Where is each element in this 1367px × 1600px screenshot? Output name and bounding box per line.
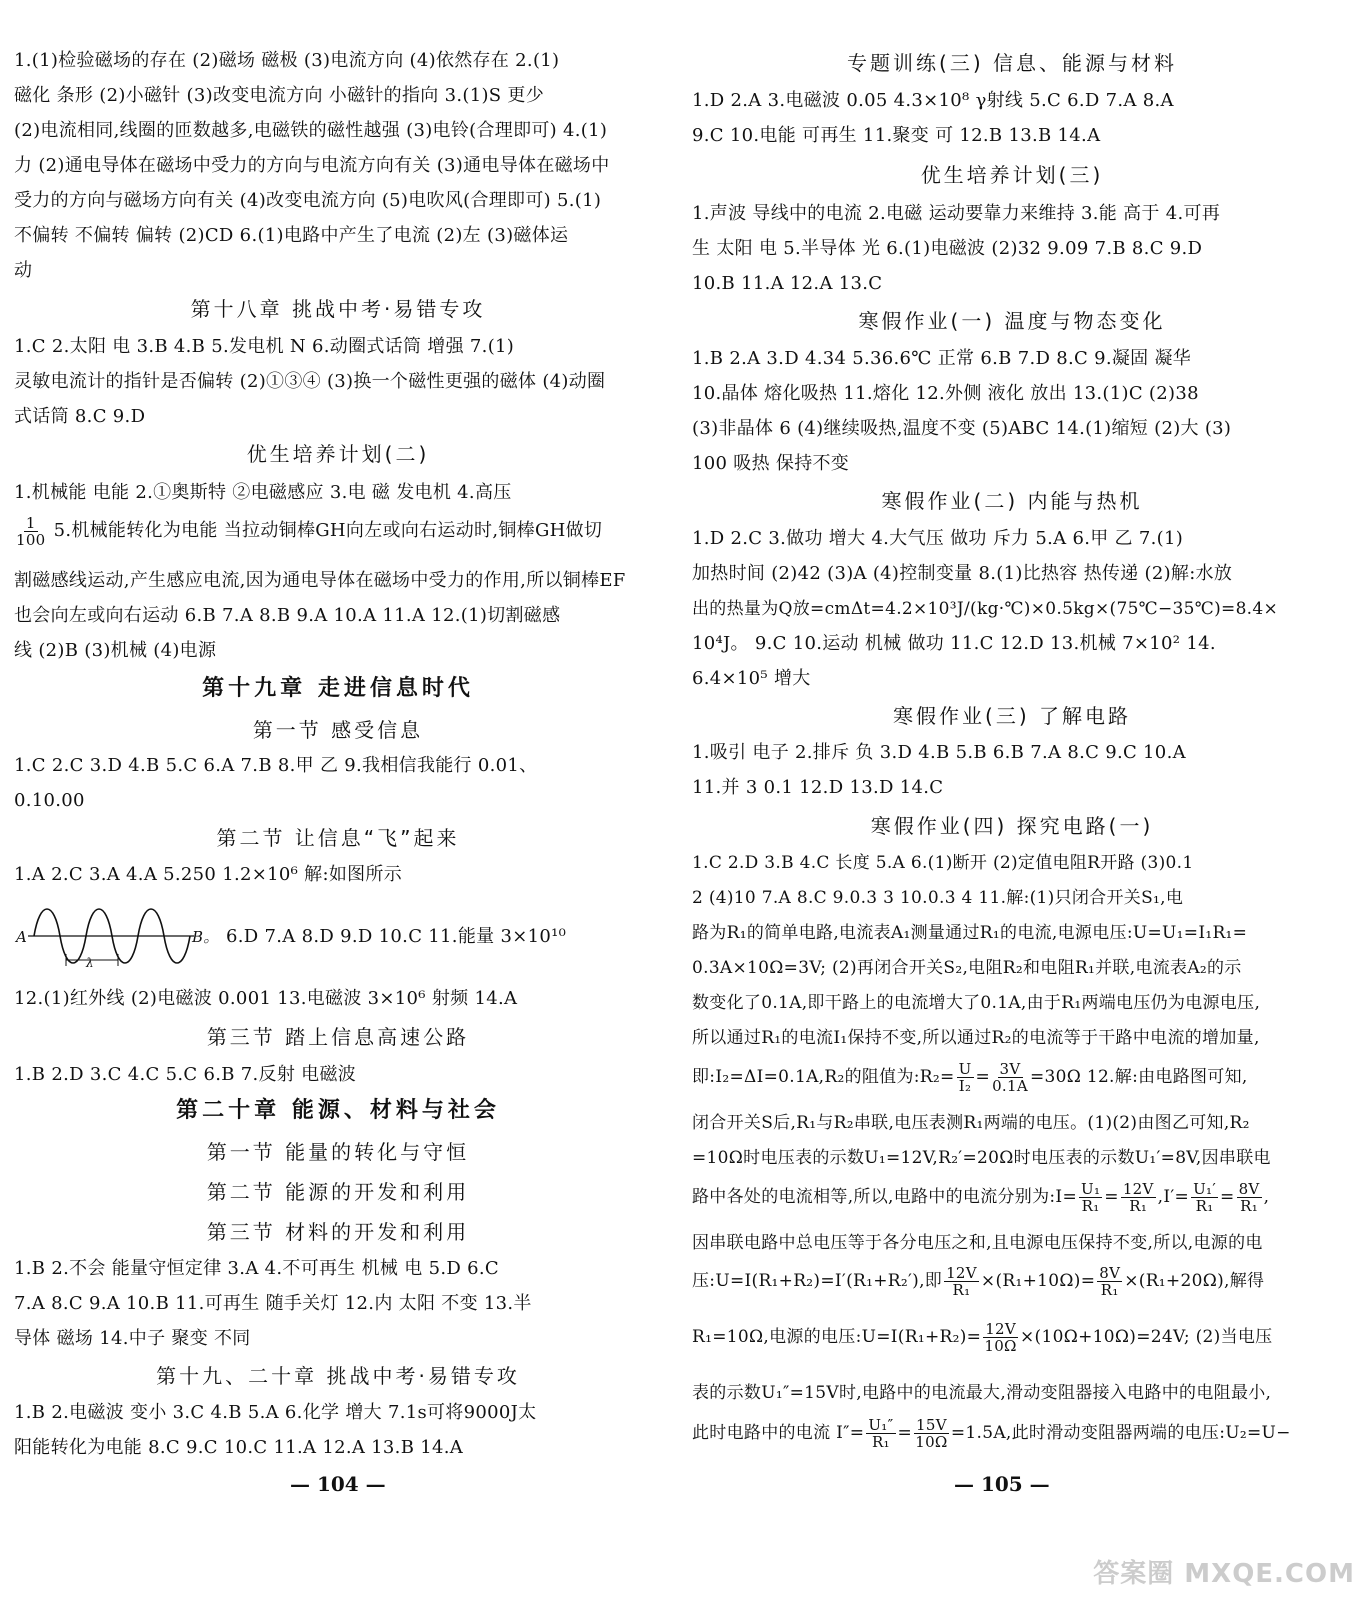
zhuanti3-line-1: 1.D 2.A 3.电磁波 0.05 4.3×10⁸ γ射线 5.C 6.D 7.A 8.A	[692, 90, 1174, 111]
fraction-15v-over-10ohm: $\frac{15V}{10\Omega}$	[915, 1416, 948, 1451]
ch19-sec1-line-1: 1.C 2.C 3.D 4.B 5.C 6.A 7.B 8.甲 乙 9.我相信我能行 0.01、	[14, 755, 538, 776]
hanjia1-line-3: (3)非晶体 6 (4)继续吸热,温度不变 (5)ABC 14.(1)缩短 (2)大 (3)	[692, 418, 1232, 439]
ch19-sec2-wave-row	[14, 898, 662, 978]
hanjia1-line-1: 1.B 2.A 3.D 4.34 5.36.6℃ 正常 6.B 7.D 8.C 9.凝固 凝华	[692, 348, 1192, 369]
ch19-heading: 第十九章 走进信息时代	[202, 676, 474, 701]
ch1920-heading: 第十九、二十章 挑战中考·易错专攻	[156, 1364, 520, 1388]
you2-line-4: 也会向左或向右运动 6.B 7.A 8.B 9.A 10.A 11.A 12.(1)切割磁感	[14, 605, 561, 626]
fraction-12v-over-r1: $\frac{12V}{\text{R₁}}$	[1122, 1180, 1154, 1215]
ch20-line-3: 导体 磁场 14.中子 聚变 不同	[14, 1328, 251, 1349]
hanjia1-line-4: 100 吸热 保持不变	[692, 453, 850, 474]
ch18-answer-line-1: 1.C 2.太阳 电 3.B 4.B 5.发电机 N 6.动圈式话筒 增强 7.(1)	[14, 336, 515, 357]
fraction-u1pp-over-r1: $\frac{\text{U₁″}}{\text{R₁}}$	[868, 1416, 894, 1451]
hanjia2-line-3: 出的热量为Q放=cmΔt=4.2×10³J/(kg·℃)×0.5kg×(75℃−35℃)=8.4×	[692, 599, 1279, 619]
hanjia3-line-2: 11.并 3 0.1 12.D 13.D 14.C	[692, 777, 944, 798]
fraction-8v-over-r1: $\frac{8V}{\text{R₁}}$	[1238, 1180, 1260, 1215]
you3-heading: 优生培养计划(三)	[920, 163, 1104, 187]
hanjia4-line-10: 表的示数U₁″=15V时,电路中的电流最大,滑动变阻器接入电路中的电阻最小,	[692, 1383, 1272, 1403]
ch19-sec2-heading: 第二节 让信息“飞”起来	[216, 826, 460, 850]
watermark: 答案圈 MXQE.COM	[1093, 1559, 1355, 1589]
hanjia4-line-8: =10Ω时电压表的示数U₁=12V,R₂′=20Ω时电压表的示数U₁′=8V,因串联电	[692, 1148, 1271, 1168]
hanjia4-eq-line-3: 压:U=I(R₁+R₂)=I′(R₁+R₂′),即 $\frac{12V}{\text{R₁}}$ ×(R₁+10Ω)= $\frac{8V}{\text{R₁}}$ ×(R₁+20Ω),解得	[692, 1264, 1265, 1299]
fraction-8v-over-r1-b: $\frac{8V}{\text{R₁}}$	[1099, 1264, 1121, 1299]
zhuanti3-heading: 专题训练(三) 信息、能源与材料	[847, 51, 1177, 75]
hanjia4-line-5: 数变化了0.1A,即干路上的电流增大了0.1A,由于R₁两端电压仍为电源电压,	[692, 993, 1261, 1013]
hanjia2-line-5: 6.4×10⁵ 增大	[692, 668, 811, 689]
fraction-3v-over-01a: $\frac{3V}{0.1A}$	[992, 1060, 1028, 1095]
hanjia4-line-4: 0.3A×10Ω=3V; (2)再闭合开关S₂,电阻R₂和电阻R₁并联,电流表A₂的示	[692, 958, 1242, 978]
ch17-answer-line-5: 受力的方向与磁场方向有关 (4)改变电流方向 (5)电吹风(合理即可) 5.(1)	[14, 190, 602, 211]
ch20-sec2-heading: 第二节 能源的开发和利用	[206, 1180, 470, 1204]
page-number-left: — 104 —	[290, 1472, 386, 1496]
ch20-sec3-heading: 第三节 材料的开发和利用	[206, 1220, 470, 1244]
ch19-sec3-heading: 第三节 踏上信息高速公路	[206, 1025, 470, 1049]
ch18-answer-line-3: 式话筒 8.C 9.D	[14, 406, 146, 427]
hanjia4-line-1: 1.C 2.D 3.B 4.C 长度 5.A 6.(1)断开 (2)定值电阻R开路 (3)0.1	[692, 853, 1194, 873]
hanjia1-heading: 寒假作业(一) 温度与物态变化	[858, 309, 1166, 333]
ch17-answer-line-2: 磁化 条形 (2)小磁针 (3)改变电流方向 小磁针的指向 3.(1)S 更少	[14, 85, 545, 106]
hanjia3-line-1: 1.吸引 电子 2.排斥 负 3.D 4.B 5.B 6.B 7.A 8.C 9.C 10.A	[692, 742, 1186, 763]
ch18-heading: 第十八章 挑战中考·易错专攻	[190, 297, 486, 321]
hanjia4-line-2: 2 (4)10 7.A 8.C 9.0.3 3 10.0.3 4 11.解:(1)只闭合开关S₁,电	[692, 888, 1184, 908]
wave-label-lambda: λ	[86, 956, 94, 970]
hanjia2-line-4: 10⁴J。 9.C 10.运动 机械 做功 11.C 12.D 13.机械 7×10² 14.	[692, 633, 1216, 654]
hanjia3-heading: 寒假作业(三) 了解电路	[893, 704, 1131, 728]
hanjia2-heading: 寒假作业(二) 内能与热机	[881, 489, 1143, 513]
hanjia2-line-2: 加热时间 (2)42 (3)A (4)控制变量 8.(1)比热容 热传递 (2)解:水放	[692, 563, 1233, 584]
you3-line-2: 生 太阳 电 5.半导体 光 6.(1)电磁波 (2)32 9.09 7.B 8.C 9.D	[692, 238, 1203, 259]
ch19-sec2-line-3: 12.(1)红外线 (2)电磁波 0.001 13.电磁波 3×10⁶ 射频 14.A	[14, 988, 518, 1009]
ch19-sec1-line-2: 0.10.00	[14, 790, 85, 811]
wave-label-b: B。	[192, 928, 219, 946]
you2-line-1: 1.机械能 电能 2.①奥斯特 ②电磁感应 3.电 磁 发电机 4.高压	[14, 482, 512, 503]
hanjia4-eq-line-1: 即:I₂=ΔI=0.1A,R₂的阻值为:R₂= $\frac{U}{\text{I₂}}$ = $\frac{3V}{0.1A}$ =30Ω 12.解:由电路图可知,	[692, 1060, 1248, 1095]
hanjia4-heading: 寒假作业(四) 探究电路(一)	[870, 814, 1154, 838]
ch18-answer-line-2: 灵敏电流计的指针是否偏转 (2)①③④ (3)换一个磁性更强的磁体 (4)动圈	[14, 371, 606, 392]
ch1920-line-1: 1.B 2.电磁波 变小 3.C 4.B 5.A 6.化学 增大 7.1s可将9000J太	[14, 1402, 537, 1423]
fraction-u1-over-r1: $\frac{\text{U₁}}{\text{R₁}}$	[1081, 1180, 1101, 1215]
fraction-u1p-over-r1: $\frac{\text{U₁′}}{\text{R₁}}$	[1193, 1180, 1217, 1215]
zhuanti3-line-2: 9.C 10.电能 可再生 11.聚变 可 12.B 13.B 14.A	[692, 125, 1101, 146]
you3-line-3: 10.B 11.A 12.A 13.C	[692, 273, 883, 294]
ch19-sec2-line-2: 6.D 7.A 8.D 9.D 10.C 11.能量 3×10¹⁰	[226, 926, 567, 947]
hanjia4-eq-line-2: 路中各处的电流相等,所以,电路中的电流分别为:I= $\frac{\text{U₁}}{\text{R₁}}$ = $\frac{12V}{\text{R₁}}$ ,I′= $\frac{\text{U₁′}}{\text{R₁}}$ = $\frac{8V}{\text{R₁}}$ ,	[692, 1180, 1270, 1215]
ch19-sec3-line-1: 1.B 2.D 3.C 4.C 5.C 6.B 7.反射 电磁波	[14, 1064, 357, 1085]
you2-line-3: 割磁感线运动,产生感应电流,因为通电导体在磁场中受力的作用,所以铜棒EF	[14, 570, 626, 591]
ch17-answer-line-7: 动	[14, 260, 33, 281]
hanjia1-line-2: 10.晶体 熔化吸热 11.熔化 12.外侧 液化 放出 13.(1)C (2)38	[692, 383, 1199, 404]
ch20-sec1-heading: 第一节 能量的转化与守恒	[206, 1140, 470, 1164]
fraction-u-over-i2: $\frac{U}{\text{I₂}}$	[958, 1060, 972, 1095]
you2-heading: 优生培养计划(二)	[246, 442, 430, 466]
ch17-answer-line-1: 1.(1)检验磁场的存在 (2)磁场 磁极 (3)电流方向 (4)依然存在 2.(1)	[14, 50, 560, 71]
hanjia4-line-3: 路为R₁的简单电路,电流表A₁测量通过R₁的电流,电源电压:U=U₁=I₁R₁=	[692, 923, 1248, 943]
ch17-answer-line-3: (2)电流相同,线圈的匝数越多,电磁铁的磁性越强 (3)电铃(合理即可) 4.(1)	[14, 120, 608, 141]
page-number-right: — 105 —	[954, 1472, 1050, 1496]
fraction-12v-over-r1-b: $\frac{12V}{\text{R₁}}$	[946, 1264, 977, 1299]
ch20-heading: 第二十章 能源、材料与社会	[176, 1098, 500, 1123]
hanjia4-line-6: 所以通过R₁的电流I₁保持不变,所以通过R₂的电流等于干路中电流的增加量,	[692, 1028, 1260, 1048]
ch19-sec2-line-1: 1.A 2.C 3.A 4.A 5.250 1.2×10⁶ 解:如图所示	[14, 864, 403, 885]
you3-line-1: 1.声波 导线中的电流 2.电磁 运动要靠力来维持 3.能 高于 4.可再	[692, 203, 1221, 224]
sine-wave-figure	[14, 898, 214, 978]
hanjia4-eq-line-5: 此时电路中的电流 I″= $\frac{\text{U₁″}}{\text{R₁}}$ = $\frac{15V}{10\Omega}$ =1.5A,此时滑动变阻器两端的电压:U₂=U−	[692, 1416, 1291, 1451]
ch19-sec1-heading: 第一节 感受信息	[252, 718, 424, 742]
fraction-1-100: $\frac{1}{100}$	[16, 513, 46, 549]
wave-label-a: A	[16, 928, 28, 946]
you2-line-2: $\frac{1}{100}$ 5.机械能转化为电能 当拉动铜棒GH向左或向右运动时,铜棒GH做切	[16, 513, 603, 549]
ch17-answer-line-4: 力 (2)通电导体在磁场中受力的方向与电流方向有关 (3)通电导体在磁场中	[14, 155, 610, 176]
ch20-line-1: 1.B 2.不会 能量守恒定律 3.A 4.不可再生 机械 电 5.D 6.C	[14, 1258, 499, 1279]
hanjia4-eq-line-4: R₁=10Ω,电源的电压:U=I(R₁+R₂)= $\frac{12V}{10\Omega}$ ×(10Ω+10Ω)=24V; (2)当电压	[692, 1320, 1273, 1355]
hanjia2-line-1: 1.D 2.C 3.做功 增大 4.大气压 做功 斥力 5.A 6.甲 乙 7.(1)	[692, 528, 1184, 549]
hanjia4-line-9: 因串联电路中总电压等于各分电压之和,且电源电压保持不变,所以,电源的电	[692, 1233, 1263, 1253]
hanjia4-line-7: 闭合开关S后,R₁与R₂串联,电压表测R₁两端的电压。(1)(2)由图乙可知,R₂	[692, 1113, 1250, 1133]
you2-line-5: 线 (2)B (3)机械 (4)电源	[14, 640, 217, 661]
ch17-answer-line-6: 不偏转 不偏转 偏转 (2)CD 6.(1)电路中产生了电流 (2)左 (3)磁体运	[14, 225, 569, 246]
ch20-line-2: 7.A 8.C 9.A 10.B 11.可再生 随手关灯 12.内 太阳 不变 13.半	[14, 1293, 532, 1314]
ch1920-line-2: 阳能转化为电能 8.C 9.C 10.C 11.A 12.A 13.B 14.A	[14, 1437, 464, 1458]
fraction-12v-over-10ohm: $\frac{12V}{10\Omega}$	[984, 1320, 1017, 1355]
